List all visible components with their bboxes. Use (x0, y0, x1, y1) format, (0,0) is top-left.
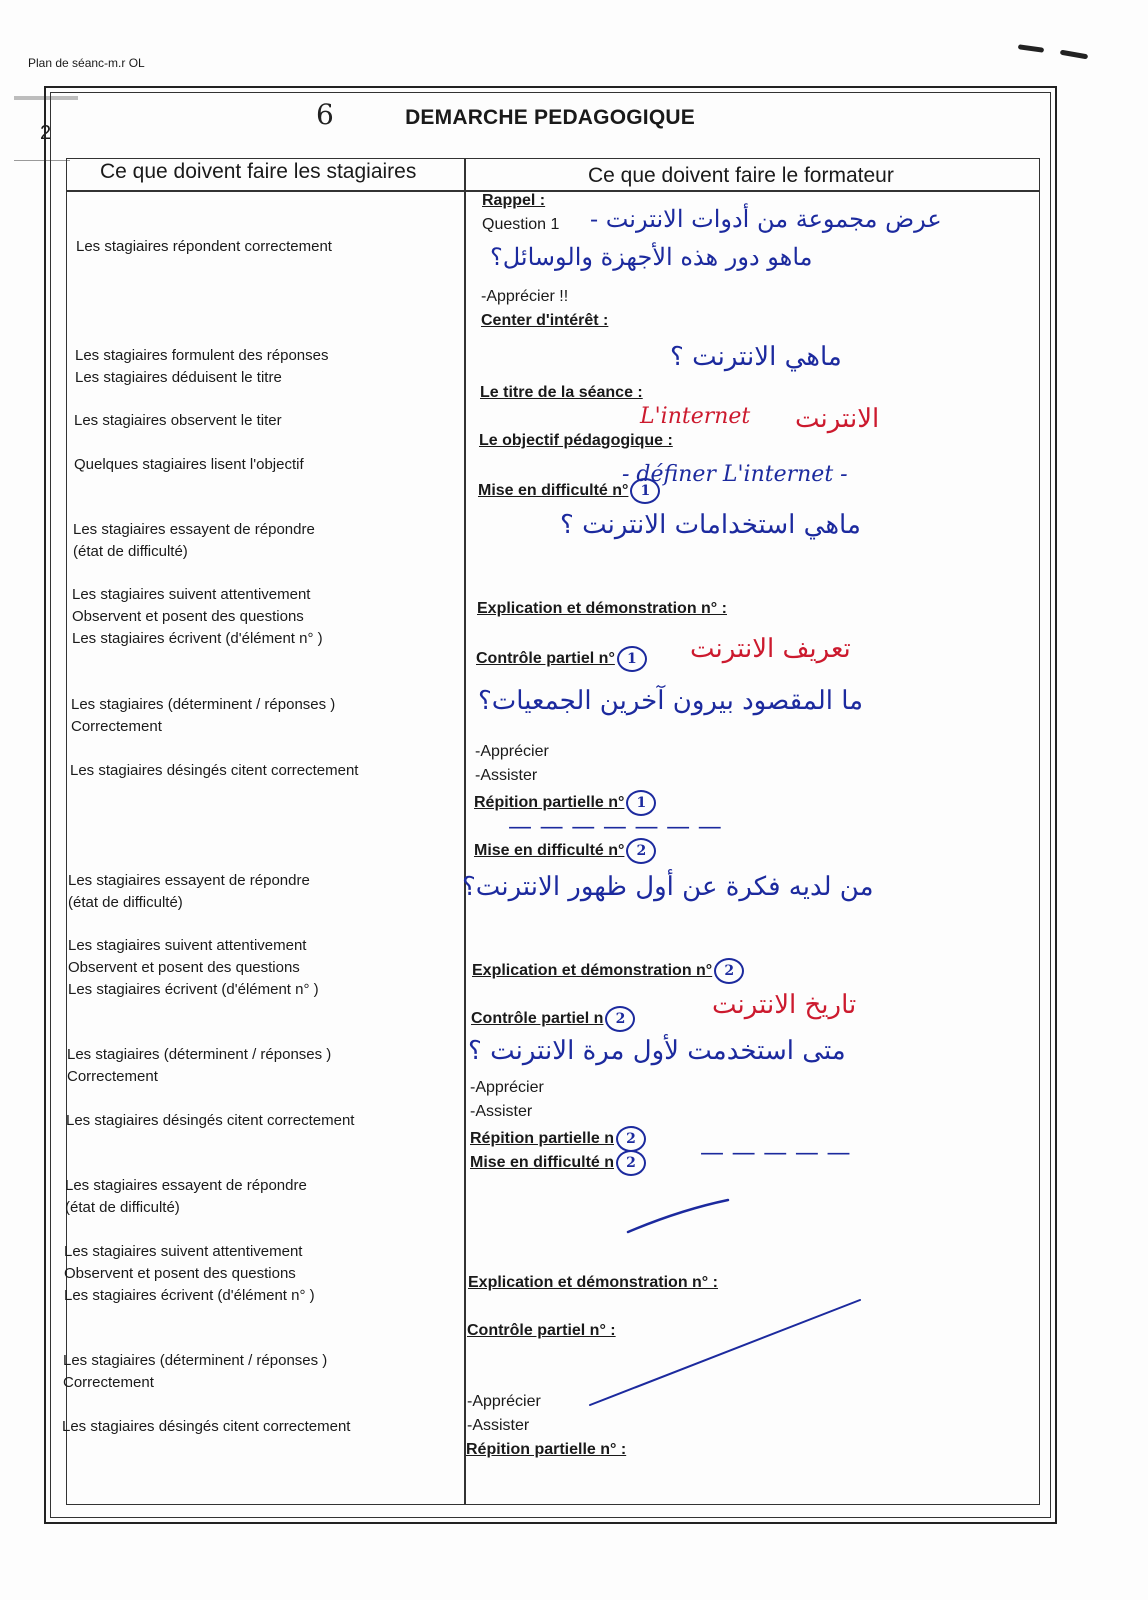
label-objectif: Le objectif pédagogique : (479, 432, 673, 449)
handwritten-controle-title-2: تاريخ الانترنت (712, 990, 857, 1020)
handwritten-dashes: — — — — — — — (508, 812, 722, 840)
label-mise-difficulte-3: Mise en difficulté n 2 (470, 1150, 646, 1176)
label-explication-1: Explication et démonstration n° : (477, 600, 727, 617)
label-explication-2: Explication et démonstration n° 2 (472, 958, 744, 984)
label-controle-3: Contrôle partiel n° : (467, 1322, 616, 1339)
label-assister: -Assister (467, 1417, 530, 1434)
label-controle-1: Contrôle partiel n° 1 (476, 646, 647, 672)
stagiaire-activity: Les stagiaires (déterminent / réponses ) Correctement (63, 1352, 328, 1391)
label-apprecier: -Apprécier (467, 1393, 541, 1410)
stagiaire-activity: Les stagiaires essayent de répondre (état de difficulté) (68, 872, 310, 911)
handwritten-circled-number: 2 (616, 1126, 646, 1152)
label-repition-1: Répition partielle n° 1 (474, 790, 656, 816)
handwritten-dashes: — — — — — (700, 1138, 851, 1166)
label-apprecier: -Apprécier !! (481, 288, 569, 305)
label-rappel: Rappel : (482, 192, 546, 209)
stagiaire-activity: Les stagiaires désingés citent correctement (66, 1112, 355, 1129)
handwritten-titre-fr: L'internet (640, 404, 751, 429)
handwritten-circled-number: 1 (617, 646, 647, 672)
column-header-stagiaires: Ce que doivent faire les stagiaires (100, 160, 417, 183)
handwritten-circled-number: 2 (626, 838, 656, 864)
stagiaire-activity: Les stagiaires suivent attentivement Observent et posent des questions Les stagiaires écrivent (d'élément n° ) (72, 586, 323, 647)
label-explication-3: Explication et démonstration n° : (468, 1274, 718, 1291)
handwritten-circled-number: 2 (605, 1006, 635, 1032)
handwritten-mise-question-2: من لديه فكرة عن أول ظهور الانترنت؟ (462, 872, 874, 902)
handwritten-number: 6 (316, 98, 334, 131)
handwritten-question-line-2: ماهو دور هذه الأجهزة والوسائل؟ (490, 243, 813, 271)
handwritten-objectif: - définer L'internet - (622, 462, 848, 487)
handwritten-controle-question-1: ما المقصود بيرون آخرين الجمعيات؟ (478, 686, 864, 716)
pen-stroke (590, 1300, 860, 1405)
handwritten-circled-number: 2 (714, 958, 744, 984)
label-assister: -Assister (475, 767, 538, 784)
label-apprecier: -Apprécier (470, 1079, 544, 1096)
page-title: DEMARCHE PEDAGOGIQUE (405, 106, 695, 129)
handwritten-circled-number: 1 (626, 790, 656, 816)
label-center-interet: Center d'intérêt : (481, 312, 609, 329)
label-question-1: Question 1 (482, 216, 560, 233)
header-note: Plan de séanc-m.r OL (28, 56, 145, 70)
handwritten-center-interet: ماهي الانترنت ؟ (670, 342, 842, 372)
label-mise-difficulte-1: Mise en difficulté n° 1 (478, 478, 660, 504)
stagiaire-activity: Les stagiaires répondent correctement (76, 238, 332, 255)
handwritten-mise-question-1: ماهي استخدامات الانترنت ؟ (560, 510, 861, 540)
stagiaire-activity: Les stagiaires désingés citent correctement (70, 762, 359, 779)
handwritten-circled-number: 2 (616, 1150, 646, 1176)
handwritten-controle-question-2: متى استخدمت لأول مرة الانترنت ؟ (468, 1036, 846, 1066)
stagiaire-activity: Les stagiaires suivent attentivement Observent et posent des questions Les stagiaires écrivent (d'élément n° ) (64, 1243, 315, 1304)
handwritten-controle-title-1: تعريف الانترنت (690, 634, 851, 664)
stagiaire-activity: Les stagiaires essayent de répondre (état de difficulté) (65, 1177, 307, 1216)
label-repition-2: Répition partielle n 2 (470, 1126, 646, 1152)
stagiaire-activity: Les stagiaires formulent des réponses Les stagiaires déduisent le titre (75, 347, 329, 386)
handwritten-titre-ar: الانترنت (795, 404, 880, 434)
stagiaire-activity: Les stagiaires observent le titer (74, 412, 282, 429)
stagiaire-activity: Les stagiaires essayent de répondre (état de difficulté) (73, 521, 315, 560)
label-mise-difficulte-2: Mise en difficulté n° 2 (474, 838, 656, 864)
label-assister: -Assister (470, 1103, 533, 1120)
stagiaire-activity: Quelques stagiaires lisent l'objectif (74, 456, 304, 473)
label-apprecier: -Apprécier (475, 743, 549, 760)
label-titre-seance: Le titre de la séance : (480, 384, 643, 401)
page-number: 2 (40, 122, 52, 144)
pen-stroke (628, 1200, 728, 1232)
stagiaire-activity: Les stagiaires (déterminent / réponses ) Correctement (67, 1046, 332, 1085)
stagiaire-activity: Les stagiaires suivent attentivement Observent et posent des questions Les stagiaires écrivent (d'élément n° ) (68, 937, 319, 998)
handwritten-question-line-1: عرض مجموعة من أدوات الانترنت - (590, 205, 942, 233)
label-controle-2: Contrôle partiel n 2 (471, 1006, 635, 1032)
handwritten-circled-number: 1 (630, 478, 660, 504)
stagiaire-activity: Les stagiaires désingés citent correctement (62, 1418, 351, 1435)
stagiaire-activity: Les stagiaires (déterminent / réponses ) Correctement (71, 696, 336, 735)
column-header-formateur: Ce que doivent faire le formateur (588, 164, 894, 187)
label-repition-3: Répition partielle n° : (466, 1441, 627, 1458)
